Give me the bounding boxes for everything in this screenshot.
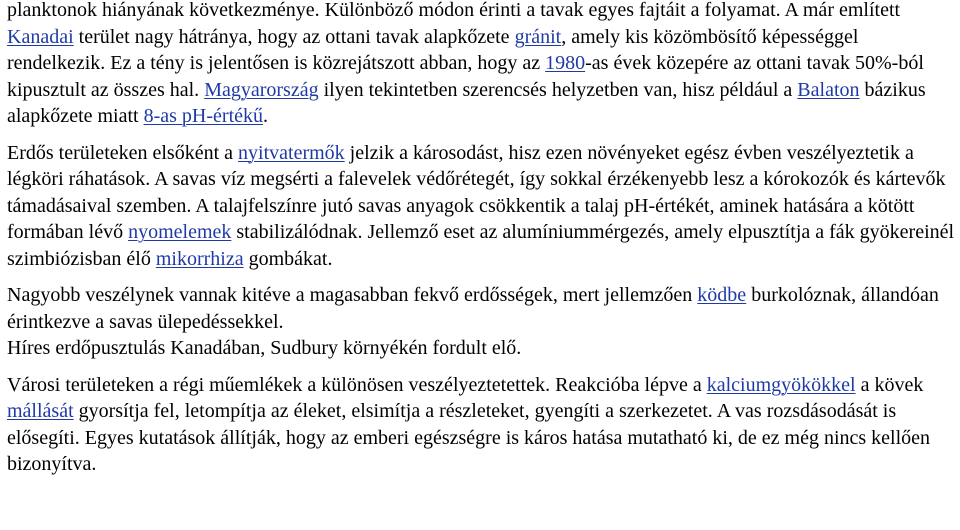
text-run: burkolóznak, állandóan érintkezve a savas ülepedéssekkel. xyxy=(7,284,939,333)
text-run: bázikus alapkőzete miatt xyxy=(7,78,926,127)
link-mikorrhiza[interactable]: mikorrhiza xyxy=(155,247,244,270)
text-run: planktonok hiányának következménye. Különböző módon érinti a tavak egyes fajtáit a folyamat. A már említett xyxy=(7,0,901,21)
link-mállását[interactable]: mállását xyxy=(7,400,74,422)
paragraph-forests xyxy=(7,140,957,273)
link-magyarország[interactable]: Magyarország xyxy=(204,78,319,101)
paragraph-sudbury xyxy=(7,335,957,362)
text-run: . xyxy=(263,105,269,127)
paragraph-gap xyxy=(7,272,957,282)
text-run: a kövek xyxy=(855,373,924,396)
text-run: ilyen tekintetben szerencsés helyzetben van, hisz például a xyxy=(318,78,798,101)
text-run: Nagyobb veszélynek vannak kitéve a magasabban fekvő erdősségek, mert jellemzően xyxy=(7,284,698,306)
link-nyitvatermők[interactable]: nyitvatermők xyxy=(238,141,345,164)
text-run: jelzik a károsodást, hisz ezen növényeket egész évben veszélyeztetik a légköri ráhatások. A savas víz megsérti a falevelek védőrétegét, így sokkal érzékenyebb lesz a kórokozók és kártevők támadásaival szemben. A talajfelszínre jutó savas anyagok csökkentik a talaj pH-értékét, aminek hatására a kötött formában lévő xyxy=(7,141,946,243)
text-run: , amely kis közömbösítő képességgel rendelkezik. Ez a tény is jelentősen is közrejátszott abban, hogy az xyxy=(7,25,859,74)
link-kanadai[interactable]: Kanadai xyxy=(7,25,74,48)
text-run: gombákat. xyxy=(243,247,333,270)
paragraph-gap xyxy=(7,362,957,372)
document-page xyxy=(7,0,957,478)
paragraph-highland-forests xyxy=(7,282,957,335)
link-nyomelemek[interactable]: nyomelemek xyxy=(128,221,232,243)
text-run: gyorsítja fel, letompítja az éleket, elsimítja a részleteket, gyengíti a szerkezetet. A vas rozsdásodását is elősegíti. Egyes kutatások állítják, hogy az emberi egészségre is káros hatása mutatható ki, de ez még nincs kellően bizonyítva. xyxy=(7,400,931,475)
link-8-as-ph-értékű[interactable]: 8-as pH-értékű xyxy=(143,105,264,127)
link-balaton[interactable]: Balaton xyxy=(797,78,860,101)
text-run: stabilizálódnak. Jellemző eset az alumíniummérgezés, amely elpusztítja a fák gyökereinél szimbiózisban élő xyxy=(7,221,955,270)
text-run: Híres erdőpusztulás Kanadában, Sudbury környékén fordult elő. xyxy=(7,337,522,359)
paragraph-gap xyxy=(7,130,957,140)
link-ködbe[interactable]: ködbe xyxy=(697,284,747,306)
text-run: Erdős területeken elsőként a xyxy=(7,141,239,164)
link-1980[interactable]: 1980 xyxy=(545,52,586,74)
paragraph-acid-lakes xyxy=(7,0,957,130)
link-kalciumgyökökkel[interactable]: kalciumgyökökkel xyxy=(706,373,856,396)
text-run: -as évek közepére az ottani tavak 50%-ból kipusztult az összes hal. xyxy=(7,52,924,101)
text-run: terület nagy hátránya, hogy az ottani tavak alapkőzete xyxy=(73,25,515,48)
link-gránit[interactable]: gránit xyxy=(514,25,562,48)
paragraph-monuments xyxy=(7,372,957,478)
text-run: Városi területeken a régi műemlékek a különösen veszélyeztetettek. Reakcióba lépve a xyxy=(7,373,707,396)
